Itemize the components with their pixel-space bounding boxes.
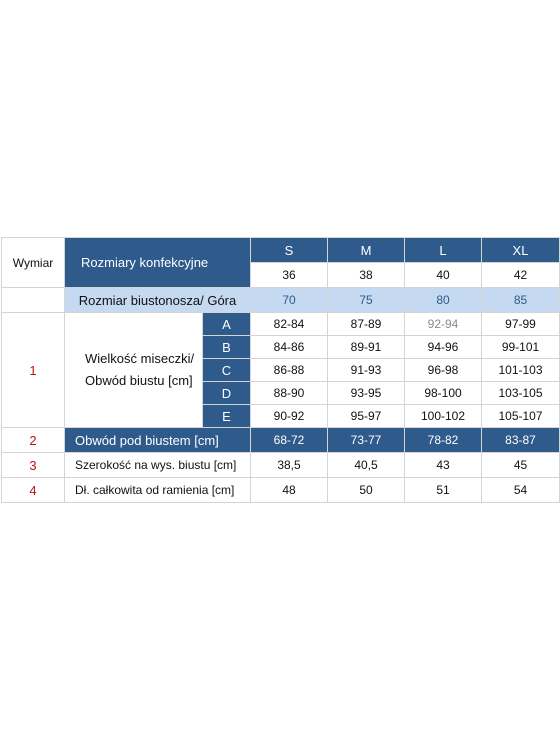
cup-a: A <box>203 313 251 336</box>
bust-value: 87-89 <box>328 313 405 336</box>
bust-label-line1: Wielkość miseczki/ <box>85 351 195 366</box>
biustonosz-label: Rozmiar biustonosza/ Góra <box>65 288 251 313</box>
konfekcja-cell: 38 <box>328 263 405 288</box>
underbust-value: 73-77 <box>328 428 405 453</box>
row-number-4: 4 <box>2 478 65 503</box>
width-label: Szerokość na wys. biustu [cm] <box>65 453 251 478</box>
cup-e: E <box>203 405 251 428</box>
bust-value: 94-96 <box>405 336 482 359</box>
header-sizes-row <box>2 238 560 263</box>
size-s-header: S <box>251 238 328 263</box>
konfekcja-cell: 40 <box>405 263 482 288</box>
size-l-header: L <box>405 238 482 263</box>
row-number-1: 1 <box>2 313 65 428</box>
bust-value: 99-101 <box>482 336 560 359</box>
bust-value: 89-91 <box>328 336 405 359</box>
underbust-value: 83-87 <box>482 428 560 453</box>
bust-value: 105-107 <box>482 405 560 428</box>
width-value: 45 <box>482 453 560 478</box>
length-value: 51 <box>405 478 482 503</box>
bust-value: 88-90 <box>251 382 328 405</box>
bust-value: 103-105 <box>482 382 560 405</box>
cup-b: B <box>203 336 251 359</box>
row-number-2: 2 <box>2 428 65 453</box>
rozmiary-konfekcyjne-header: Rozmiary konfekcyjne <box>65 238 251 288</box>
bust-value: 86-88 <box>251 359 328 382</box>
bust-value: 82-84 <box>251 313 328 336</box>
empty-cell <box>2 288 65 313</box>
length-value: 48 <box>251 478 328 503</box>
konfekcja-cell: 36 <box>251 263 328 288</box>
width-value: 38,5 <box>251 453 328 478</box>
bust-value: 92-94 <box>405 313 482 336</box>
underbust-label: Obwód pod biustem [cm] <box>65 428 251 453</box>
bust-value: 95-97 <box>328 405 405 428</box>
cup-c: C <box>203 359 251 382</box>
bust-value: 97-99 <box>482 313 560 336</box>
size-chart-table <box>1 237 560 503</box>
size-m-header: M <box>328 238 405 263</box>
length-value: 50 <box>328 478 405 503</box>
biustonosz-value: 85 <box>482 288 560 313</box>
underbust-value: 68-72 <box>251 428 328 453</box>
bust-value: 91-93 <box>328 359 405 382</box>
biustonosz-value: 70 <box>251 288 328 313</box>
underbust-row <box>2 428 560 453</box>
bust-label <box>65 313 203 428</box>
cup-d: D <box>203 382 251 405</box>
bust-label-line2: Obwód biustu [cm] <box>85 373 193 388</box>
bust-value: 98-100 <box>405 382 482 405</box>
bust-value: 100-102 <box>405 405 482 428</box>
size-xl-header: XL <box>482 238 560 263</box>
table-row <box>2 313 560 336</box>
bust-value: 90-92 <box>251 405 328 428</box>
length-label: Dł. całkowita od ramienia [cm] <box>65 478 251 503</box>
underbust-value: 78-82 <box>405 428 482 453</box>
biustonosz-row <box>2 288 560 313</box>
biustonosz-value: 80 <box>405 288 482 313</box>
width-value: 43 <box>405 453 482 478</box>
length-row <box>2 478 560 503</box>
bust-value: 93-95 <box>328 382 405 405</box>
wymiar-header: Wymiar <box>2 238 65 288</box>
bust-value: 101-103 <box>482 359 560 382</box>
width-value: 40,5 <box>328 453 405 478</box>
row-number-3: 3 <box>2 453 65 478</box>
bust-value: 84-86 <box>251 336 328 359</box>
width-row <box>2 453 560 478</box>
length-value: 54 <box>482 478 560 503</box>
biustonosz-value: 75 <box>328 288 405 313</box>
bust-value: 96-98 <box>405 359 482 382</box>
konfekcja-cell: 42 <box>482 263 560 288</box>
